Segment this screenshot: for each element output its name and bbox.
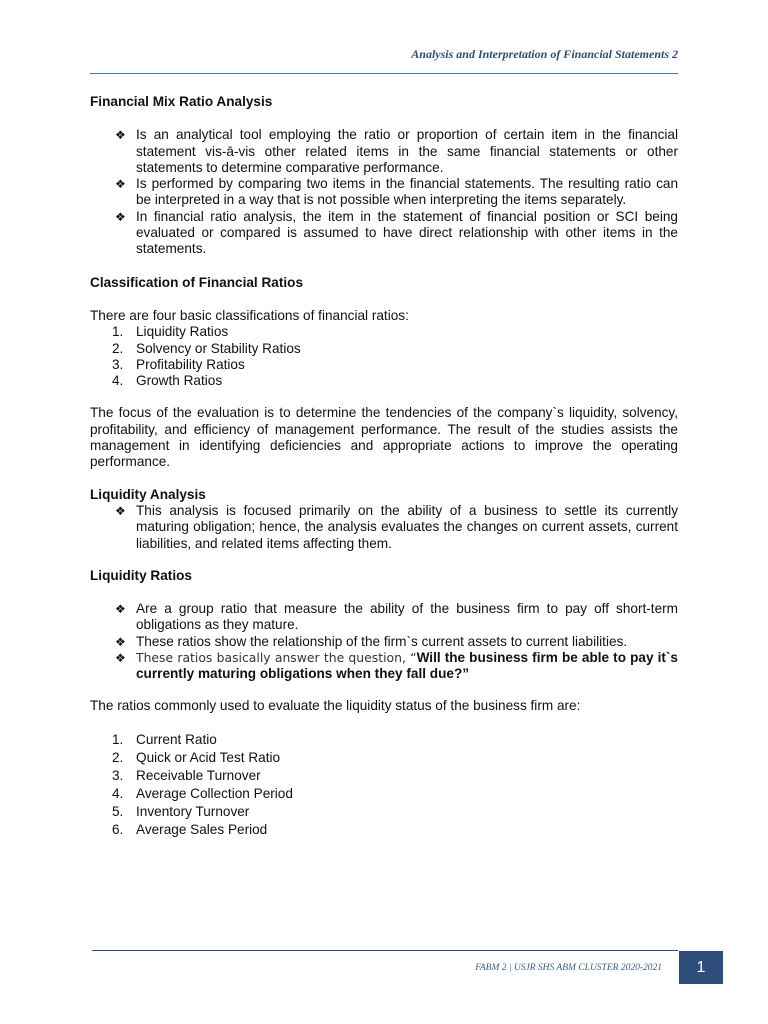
list-item: ❖ Are a group ratio that measure the ability of the business firm to pay off short-term obligations as they mature.	[115, 601, 678, 633]
question-bold: Will the business firm be able to pay it`s currently maturing obligations when they fall due?”	[136, 650, 678, 682]
footer-text: FABM 2 | USJR SHS ABM CLUSTER 2020-2021	[475, 963, 662, 973]
diamond-bullet-icon: ❖	[115, 177, 126, 192]
heading-classification: Classification of Financial Ratios	[90, 274, 304, 290]
list-item: 4. Growth Ratios	[112, 373, 223, 389]
heading-financial-mix: Financial Mix Ratio Analysis	[90, 94, 273, 109]
list-item: 3. Profitability Ratios	[112, 356, 245, 372]
list-item: ❖ Is an analytical tool employing the ratio or proportion of certain item in the financial statement vis-ā-vis other related items in the same financial statements or other statements to determine comparative performance.	[115, 127, 678, 175]
list-item: ❖ Is performed by comparing two items in the financial statements. The resulting ratio can be interpreted in a way that is not possible when interpreting the items separately.	[115, 176, 678, 208]
mix-bullet-list	[90, 127, 678, 257]
list-item	[90, 650, 678, 683]
list-item: 2. Quick or Acid Test Ratio	[112, 749, 281, 765]
ratios-intro: The ratios commonly used to evaluate the liquidity status of the business firm are:	[90, 697, 581, 713]
header-title: Analysis and Interpretation of Financial Statements 2	[411, 47, 678, 61]
list-item: 1. Liquidity Ratios	[112, 324, 229, 340]
list-item: ❖ These ratios show the relationship of the firm`s current assets to current liabilities.	[115, 633, 628, 649]
liquidity-ratios-bullets	[90, 601, 678, 682]
diamond-bullet-icon: ❖	[115, 634, 126, 649]
footer-rule	[92, 950, 678, 951]
list-item: ❖ In financial ratio analysis, the item in the statement of financial position or SCI being evaluated or compared is assumed to have direct relationship with other items in the statements.	[115, 208, 678, 257]
list-item: 1. Current Ratio	[112, 731, 217, 747]
focus-paragraph: The focus of the evaluation is to determine the tendencies of the company`s liquidity, solvency, profitability, and efficiency of management performance. The result of the studies assists the management in identifying deficiencies and appropriate actions to improve the operating performance.	[90, 405, 678, 470]
list-item: ❖ This analysis is focused primarily on the ability of a business to settle its currently maturing obligation; hence, the analysis evaluates the changes on current assets, current liabilities, and related items affecting them.	[115, 502, 678, 551]
diamond-bullet-icon: ❖	[115, 128, 126, 143]
list-item: 3. Receivable Turnover	[112, 767, 261, 783]
header-rule	[90, 73, 678, 74]
classification-intro: There are four basic classifications of financial ratios:	[90, 307, 409, 323]
diamond-bullet-icon: ❖	[115, 503, 126, 518]
diamond-bullet-icon: ❖	[115, 602, 126, 617]
list-item: 2. Solvency or Stability Ratios	[112, 340, 301, 356]
list-item: 5. Inventory Turnover	[112, 803, 250, 819]
diamond-bullet-icon: ❖	[115, 651, 126, 666]
classification-list	[90, 324, 678, 389]
heading-liquidity-ratios: Liquidity Ratios	[90, 567, 192, 583]
question-prefix: These ratios basically answer the question, “	[136, 650, 417, 666]
page-number: 1	[679, 951, 723, 984]
heading-liquidity-analysis: Liquidity Analysis	[90, 486, 206, 502]
diamond-bullet-icon: ❖	[115, 209, 126, 224]
list-item: 4. Average Collection Period	[112, 785, 293, 801]
list-item: 6. Average Sales Period	[112, 821, 268, 837]
liquidity-analysis-list	[90, 503, 678, 552]
page-content	[90, 93, 678, 839]
ratios-list	[90, 731, 678, 839]
